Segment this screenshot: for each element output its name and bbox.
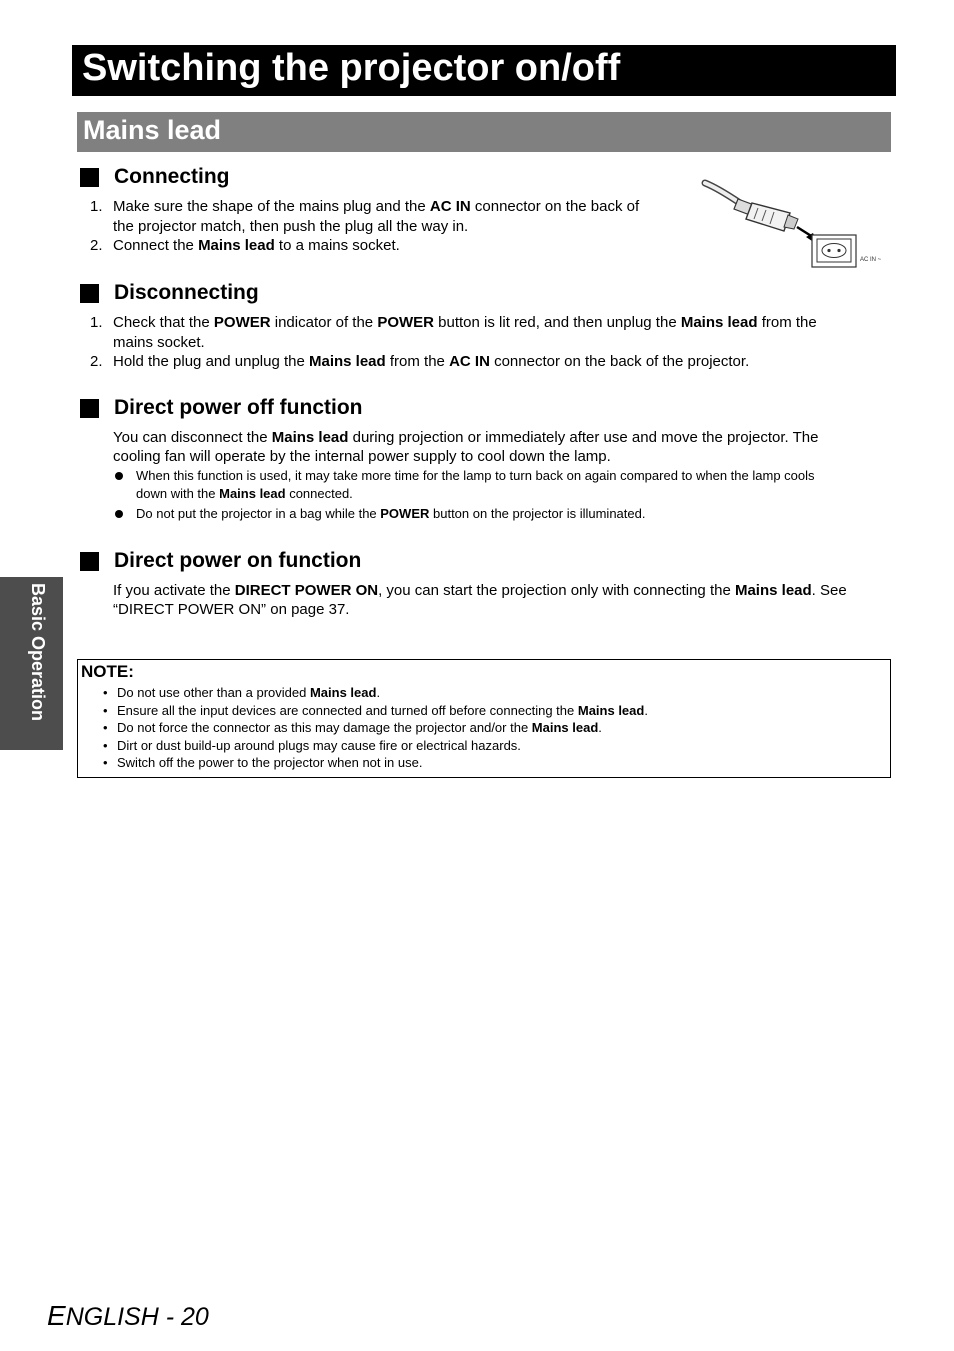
bullet-dot-icon <box>115 472 123 480</box>
list-item-text <box>117 703 648 718</box>
square-bullet-icon <box>80 399 99 418</box>
square-bullet-icon <box>80 168 99 187</box>
bullet-icon: • <box>103 685 108 700</box>
list-item <box>103 719 648 737</box>
bold-term: POWER <box>377 314 434 331</box>
list-item-text <box>113 198 639 235</box>
bold-term: Mains lead <box>577 702 645 718</box>
bold-term: Mains lead <box>198 237 275 254</box>
heading-connecting-text: Connecting <box>114 165 230 188</box>
list-number: 1. <box>90 198 103 215</box>
note-list <box>103 684 648 772</box>
text-run: Do not use other than a provided <box>117 685 310 700</box>
list-item <box>103 702 648 720</box>
direct-power-off-bullets <box>113 467 815 525</box>
text-run: . <box>598 720 602 736</box>
text-run: connector on the back of <box>470 198 640 215</box>
bold-term: AC IN <box>429 198 471 215</box>
section-title-text: Mains lead <box>83 115 222 145</box>
bullet-dot-icon <box>115 510 123 518</box>
bold-term: Mains lead <box>309 685 377 700</box>
text-run: Hold the plug and unplug the <box>113 353 309 370</box>
list-item <box>113 467 815 503</box>
text-run: connector on the back of the projector. <box>489 353 750 370</box>
text-run: , you can start the projection only with connecting the <box>378 582 735 599</box>
text-run: indicator of the <box>270 314 378 331</box>
section-title <box>77 112 891 152</box>
text-run: Make sure the shape of the mains plug and the <box>113 198 430 215</box>
list-item-text <box>136 506 645 521</box>
page-title-text: Switching the projector on/off <box>82 47 621 89</box>
bullet-icon: • <box>103 755 108 771</box>
text-run: Dirt or dust build-up around plugs may cause fire or electrical hazards. <box>117 737 521 753</box>
text-run: If you activate the <box>113 582 235 599</box>
text-run: connected. <box>285 486 353 501</box>
bold-term: Mains lead <box>219 486 286 501</box>
text-run: the projector match, then push the plug all the way in. <box>113 217 469 235</box>
list-number: 2. <box>90 353 103 370</box>
list-item <box>103 754 648 772</box>
bold-term: Mains lead <box>531 720 599 736</box>
list-number: 1. <box>90 314 103 331</box>
text-run: Check that the <box>113 314 214 331</box>
list-item-text <box>117 685 380 700</box>
text-run: When this function is used, it may take more time for the lamp to turn back on again compared to when the lamp cools <box>136 468 815 483</box>
mains-plug-to-ac-in-icon <box>700 175 890 270</box>
list-item <box>90 313 817 352</box>
text-run: button is lit red, and then unplug the <box>433 314 681 331</box>
bold-term: Mains lead <box>271 429 349 446</box>
heading-disconnecting-text: Disconnecting <box>114 281 259 304</box>
text-run: “DIRECT POWER ON” on page 37. <box>113 601 350 618</box>
square-bullet-icon <box>80 552 99 571</box>
side-tab-basic-operation <box>0 577 63 750</box>
bold-term: Mains lead <box>309 353 386 370</box>
text-run: Switch off the power to the projector when not in use. <box>117 755 423 771</box>
list-item-text <box>136 468 815 501</box>
list-item <box>103 737 648 755</box>
text-run: Do not put the projector in a bag while the <box>136 506 381 521</box>
list-item-text <box>117 720 602 735</box>
connecting-steps <box>90 197 639 256</box>
list-item <box>90 197 639 236</box>
text-run: during projection or immediately after use and move the projector. The <box>348 429 819 446</box>
bullet-icon: • <box>103 737 108 753</box>
text-run: Do not force the connector as this may damage the projector and/or the <box>117 720 532 736</box>
text-run: Ensure all the input devices are connected and turned off before connecting the <box>117 702 578 718</box>
footer-initial: E <box>47 1300 66 1331</box>
note-box <box>77 659 891 778</box>
disconnecting-steps <box>90 313 817 372</box>
text-run: . <box>376 685 381 700</box>
page-title <box>72 45 896 96</box>
text-run: . See <box>811 582 847 599</box>
bold-term: Mains lead <box>734 582 812 599</box>
text-run: . <box>644 702 648 718</box>
list-item-text <box>113 237 400 254</box>
heading-direct-power-on-text: Direct power on function <box>114 549 362 572</box>
list-number: 2. <box>90 237 103 254</box>
footer-page-number: NGLISH - 20 <box>65 1303 209 1331</box>
text-run: button on the projector is illuminated. <box>429 506 646 521</box>
bold-term: AC IN <box>449 353 490 370</box>
list-item-text <box>117 755 422 770</box>
list-item-text <box>117 738 521 753</box>
list-item <box>103 684 648 702</box>
side-tab-label: Basic Operation <box>28 583 48 722</box>
text-run: to a mains socket. <box>274 237 400 254</box>
list-item-text <box>113 353 749 370</box>
text-run: cooling fan will operate by the internal power supply to cool down the lamp. <box>113 448 611 465</box>
bold-term: POWER <box>380 506 430 521</box>
bold-term: POWER <box>213 314 271 331</box>
text-run: from the <box>757 314 817 331</box>
list-item <box>113 505 815 523</box>
text-run: mains socket. <box>113 333 205 351</box>
ac-in-label: AC IN ~ <box>860 257 882 263</box>
list-item <box>90 236 639 256</box>
text-run: You can disconnect the <box>113 429 272 446</box>
bullet-icon: • <box>103 720 108 736</box>
square-bullet-icon <box>80 284 99 303</box>
direct-power-off-paragraph <box>113 428 818 466</box>
text-run: down with the <box>136 486 220 501</box>
direct-power-on-paragraph <box>113 581 847 619</box>
page-footer <box>47 1300 209 1332</box>
heading-direct-power-off-text: Direct power off function <box>114 396 363 419</box>
bold-term: Mains lead <box>680 314 758 331</box>
bullet-icon: • <box>103 702 108 718</box>
list-item-text <box>113 314 817 351</box>
note-title: NOTE: <box>81 662 134 681</box>
text-run: from the <box>385 353 450 370</box>
bold-term: DIRECT POWER ON <box>234 582 379 599</box>
text-run: Connect the <box>113 237 199 254</box>
list-item <box>90 352 817 372</box>
